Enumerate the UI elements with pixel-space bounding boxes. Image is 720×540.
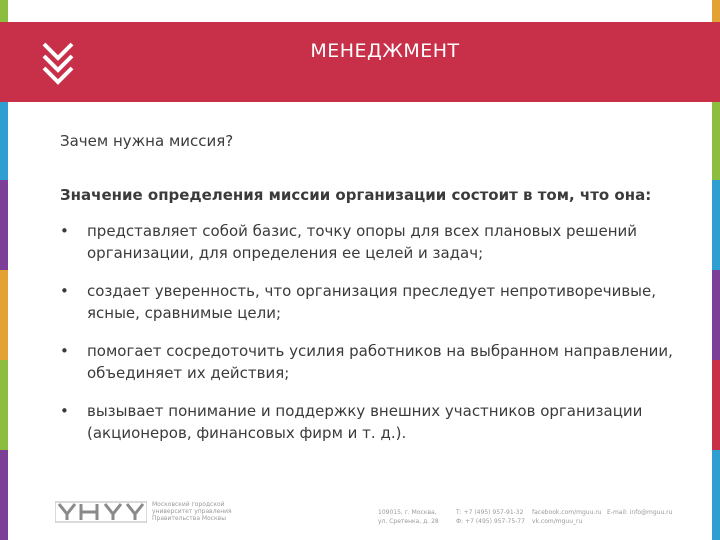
bullet-text: помогает сосредоточить усилия работников на выбранном направлении, объединяет их действия; [87, 342, 673, 382]
footer-email: E-mail: info@mguu.ru [607, 509, 673, 516]
footer-address: 109015, г. Москва, ул. Сретенка, д. 28 [378, 509, 439, 525]
header-band [0, 22, 720, 102]
footer [0, 496, 720, 536]
bullet-icon: • [60, 222, 69, 240]
bullet-list [60, 220, 700, 444]
bullet-text: вызывает понимание и поддержку внешних участников организации (акционеров, финансовых фирм и т. д.). [87, 402, 643, 442]
footer-phones: Т: +7 (495) 957-91-32 Ф: +7 (495) 957-75-77 [456, 509, 525, 525]
list-item [60, 340, 707, 384]
list-item [60, 400, 707, 444]
bullet-icon: • [60, 402, 69, 420]
university-name: Московский городской университет управления Правительства Москвы [152, 501, 232, 522]
list-item [60, 220, 707, 264]
bullet-icon: • [60, 282, 69, 300]
list-item [60, 280, 707, 324]
footer-social: facebook.com/mguu.ru vk.com/mguu_ru [532, 509, 602, 525]
bullet-icon: • [60, 342, 69, 360]
bullet-text: представляет собой базис, точку опоры для всех плановых решений организации, для определения ее целей и задач; [87, 222, 638, 262]
bullet-text: создает уверенность, что организация преследует непротиворечивые, ясные, сравнимые цели; [87, 282, 657, 322]
university-logo-icon [55, 500, 147, 524]
intro-text: Значение определения миссии организации состоит в том, что она: [60, 186, 652, 204]
page-title: МЕНЕДЖМЕНТ [310, 40, 460, 62]
question-text: Зачем нужна миссия? [60, 132, 234, 150]
slide-content [60, 132, 700, 460]
